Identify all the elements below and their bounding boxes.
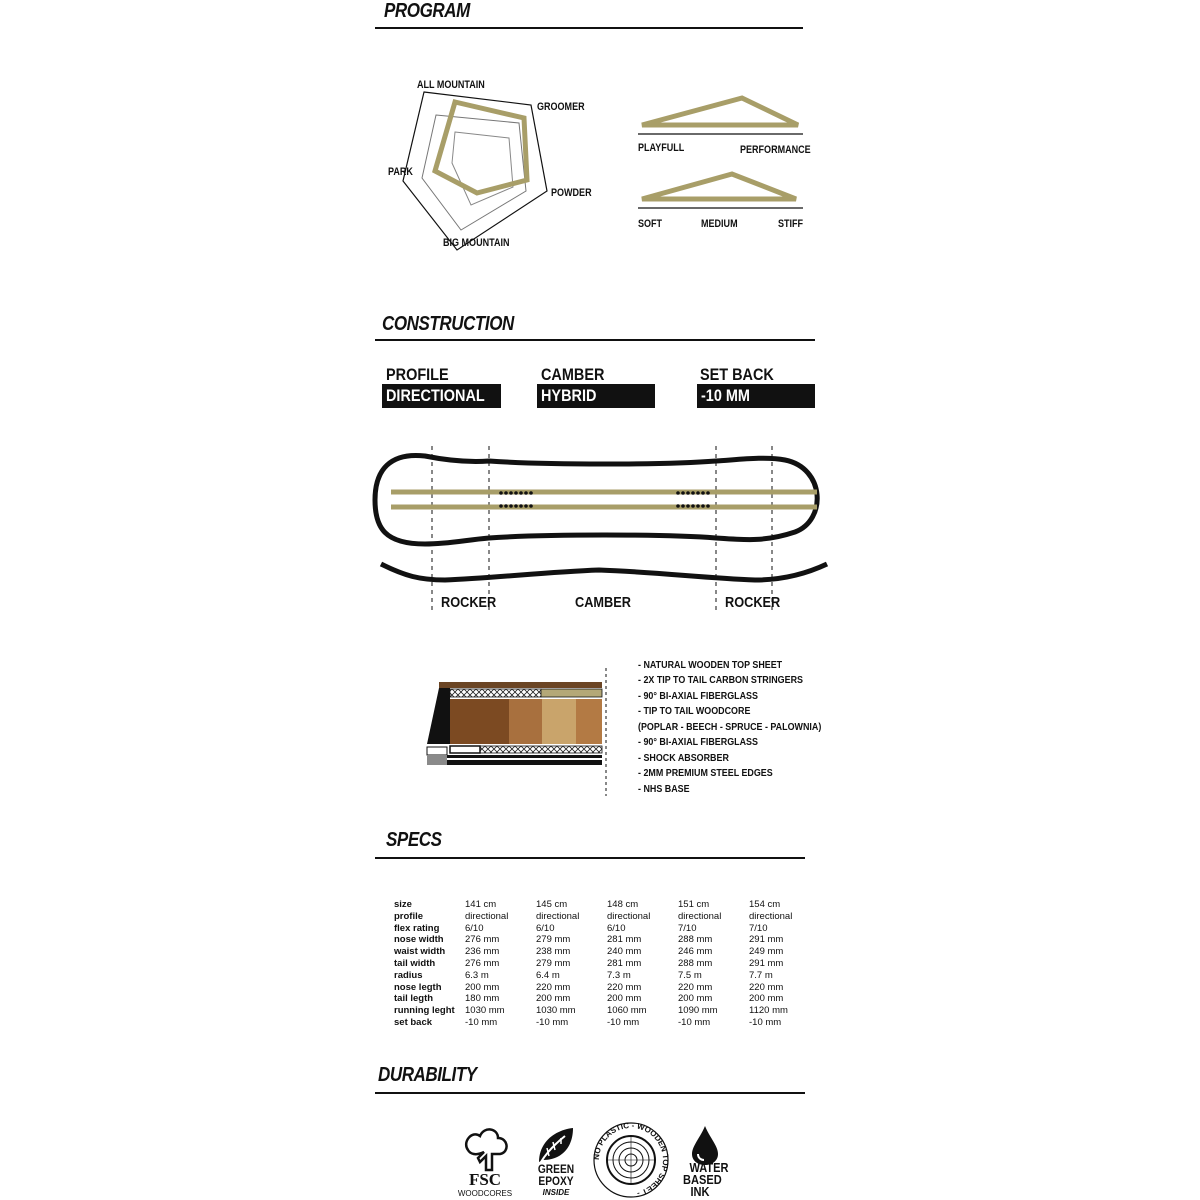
specs-cell: 220 mm (678, 981, 713, 993)
specs-row-label: set back (394, 1016, 433, 1028)
fsc-tree-icon (458, 1126, 514, 1174)
specs-cell: 145 cm (536, 899, 568, 910)
water-label-3: INK (690, 1184, 710, 1199)
specs-row-label: profile (394, 910, 424, 922)
feature-8: - NHS BASE (638, 783, 690, 795)
specs-cell: 276 mm (465, 934, 500, 946)
specs-cell: 180 mm (465, 993, 500, 1005)
zone-camber: CAMBER (575, 594, 631, 611)
specs-cell: 1030 mm (465, 1005, 505, 1017)
specs-cell: 200 mm (465, 981, 500, 993)
specs-row-label: tail width (394, 957, 436, 969)
specs-cell: 291 mm (749, 934, 784, 946)
flex-scale (638, 168, 803, 212)
layer-cross-section (425, 668, 615, 798)
specs-cell: directional (607, 910, 651, 922)
specs-cell: 220 mm (607, 981, 642, 993)
specs-cell: 281 mm (607, 957, 642, 969)
specs-row-label: tail legth (394, 993, 434, 1005)
specs-row (394, 970, 820, 982)
specs-cell: 1060 mm (607, 1005, 647, 1017)
specs-cell: 6.3 m (465, 969, 489, 981)
specs-cell: 7.3 m (607, 969, 631, 981)
specs-cell: -10 mm (536, 1016, 569, 1028)
zone-rocker-front: ROCKER (441, 594, 497, 611)
radar-label-park: PARK (388, 166, 413, 178)
radar-label-all-mountain: ALL MOUNTAIN (417, 79, 485, 91)
specs-cell: 154 cm (749, 899, 781, 910)
specs-row-label: flex rating (394, 922, 440, 934)
specs-cell: 141 cm (465, 899, 497, 910)
specs-cell: directional (536, 910, 580, 922)
feature-1: - 2X TIP TO TAIL CARBON STRINGERS (638, 674, 803, 686)
radar-label-big-mountain: BIG MOUNTAIN (443, 237, 510, 249)
epoxy-label-1: GREEN (537, 1162, 575, 1176)
specs-row (394, 982, 820, 994)
specs-cell: 220 mm (749, 981, 784, 993)
specs-cell: 276 mm (465, 957, 500, 969)
board-outline (375, 455, 817, 544)
scale-performance: PERFORMANCE (740, 144, 811, 156)
durability-title: DURABILITY (378, 1064, 477, 1086)
construction-title: CONSTRUCTION (382, 313, 514, 335)
feature-5: - 90° BI-AXIAL FIBERGLASS (638, 736, 758, 748)
scale-playfull: PLAYFULL (638, 142, 685, 154)
radar-value-shape (435, 102, 527, 193)
specs-cell: 151 cm (678, 899, 710, 910)
specs-cell: 1030 mm (536, 1005, 576, 1017)
specs-cell: 238 mm (536, 946, 571, 958)
board-diagram (365, 440, 835, 620)
water-label-1: WATER (689, 1160, 729, 1175)
feature-3: - TIP TO TAIL WOODCORE (638, 705, 751, 717)
epoxy-label-3: INSIDE (542, 1188, 570, 1197)
specs-row-label: waist width (394, 946, 446, 958)
specs-row (394, 1005, 820, 1017)
specs-cell: directional (465, 910, 509, 922)
specs-cell: 200 mm (607, 993, 642, 1005)
specs-cell: 236 mm (465, 946, 500, 958)
green-epoxy-leaf-icon (533, 1124, 579, 1166)
specs-cell: -10 mm (607, 1016, 640, 1028)
camber-value: HYBRID (537, 384, 655, 408)
setback-label: SET BACK (700, 365, 774, 384)
wood-rings-icon (592, 1121, 670, 1199)
specs-row (394, 946, 820, 958)
specs-cell: 200 mm (749, 993, 784, 1005)
program-title: PROGRAM (384, 0, 470, 22)
specs-cell: 6/10 (465, 922, 484, 934)
specs-cell: 291 mm (749, 957, 784, 969)
zone-rocker-back: ROCKER (725, 594, 781, 611)
specs-row (394, 958, 820, 970)
feature-4: (POPLAR - BEECH - SPRUCE - PALOWNIA) (638, 721, 822, 733)
fsc-sub-label: WOODCORES (457, 1189, 513, 1198)
specs-title: SPECS (386, 829, 442, 851)
specs-cell: 6.4 m (536, 969, 560, 981)
specs-cell: -10 mm (678, 1016, 711, 1028)
feature-0: - NATURAL WOODEN TOP SHEET (638, 659, 783, 671)
specs-cell: 288 mm (678, 934, 713, 946)
specs-cell: 279 mm (536, 934, 571, 946)
specs-cell: 279 mm (536, 957, 571, 969)
durability-rule (375, 1092, 805, 1094)
specs-cell: 7/10 (749, 922, 768, 934)
specs-cell: 281 mm (607, 934, 642, 946)
radar-label-powder: POWDER (551, 187, 592, 199)
specs-row-label: radius (394, 969, 423, 981)
construction-rule (375, 339, 815, 341)
specs-row (394, 923, 820, 935)
specs-row-label: nose width (394, 934, 444, 946)
specs-row-label: size (394, 899, 412, 910)
specs-cell: 200 mm (678, 993, 713, 1005)
specs-cell: 6/10 (607, 922, 626, 934)
feature-7: - 2MM PREMIUM STEEL EDGES (638, 767, 773, 779)
specs-cell: 220 mm (536, 981, 571, 993)
specs-cell: 7.5 m (678, 969, 702, 981)
specs-row-label: nose legth (394, 981, 442, 993)
specs-cell: directional (749, 910, 793, 922)
noplastic-ring-text: NO PLASTIC - WOODEN TOP SHEET - (592, 1121, 670, 1199)
specs-cell: -10 mm (749, 1016, 782, 1028)
specs-cell: 1120 mm (749, 1005, 788, 1017)
scale-soft: SOFT (638, 218, 663, 230)
setback-value: -10 MM (697, 384, 815, 408)
scale-stiff: STIFF (778, 218, 804, 230)
board-side-profile (381, 564, 827, 580)
scale-medium: MEDIUM (701, 218, 738, 230)
profile-label: PROFILE (386, 365, 449, 384)
specs-cell: -10 mm (465, 1016, 498, 1028)
specs-cell: 240 mm (607, 946, 642, 958)
specs-cell: 200 mm (536, 993, 571, 1005)
camber-label: CAMBER (541, 365, 605, 384)
specs-row-label: running leght (394, 1005, 455, 1017)
specs-row (394, 1017, 820, 1029)
specs-row (394, 911, 820, 923)
character-scale (638, 92, 803, 137)
specs-cell: 288 mm (678, 957, 713, 969)
water-label-2: BASED (683, 1172, 722, 1187)
specs-cell: 7/10 (678, 922, 697, 934)
feature-2: - 90° BI-AXIAL FIBERGLASS (638, 690, 758, 702)
radar-label-groomer: GROOMER (537, 101, 585, 113)
specs-cell: 249 mm (749, 946, 784, 958)
specs-cell: directional (678, 910, 722, 922)
specs-cell: 6/10 (536, 922, 555, 934)
program-rule (375, 27, 803, 29)
specs-row (394, 899, 820, 911)
specs-rule (375, 857, 805, 859)
feature-6: - SHOCK ABSORBER (638, 752, 729, 764)
specs-cell: 246 mm (678, 946, 713, 958)
specs-row (394, 993, 820, 1005)
fsc-label: FSC (468, 1170, 502, 1189)
specs-cell: 7.7 m (749, 969, 773, 981)
specs-cell: 148 cm (607, 899, 639, 910)
profile-value: DIRECTIONAL (382, 384, 501, 408)
specs-cell: 1090 mm (678, 1005, 718, 1017)
epoxy-label-2: EPOXY (538, 1174, 574, 1188)
specs-table (394, 899, 820, 1029)
specs-row (394, 934, 820, 946)
